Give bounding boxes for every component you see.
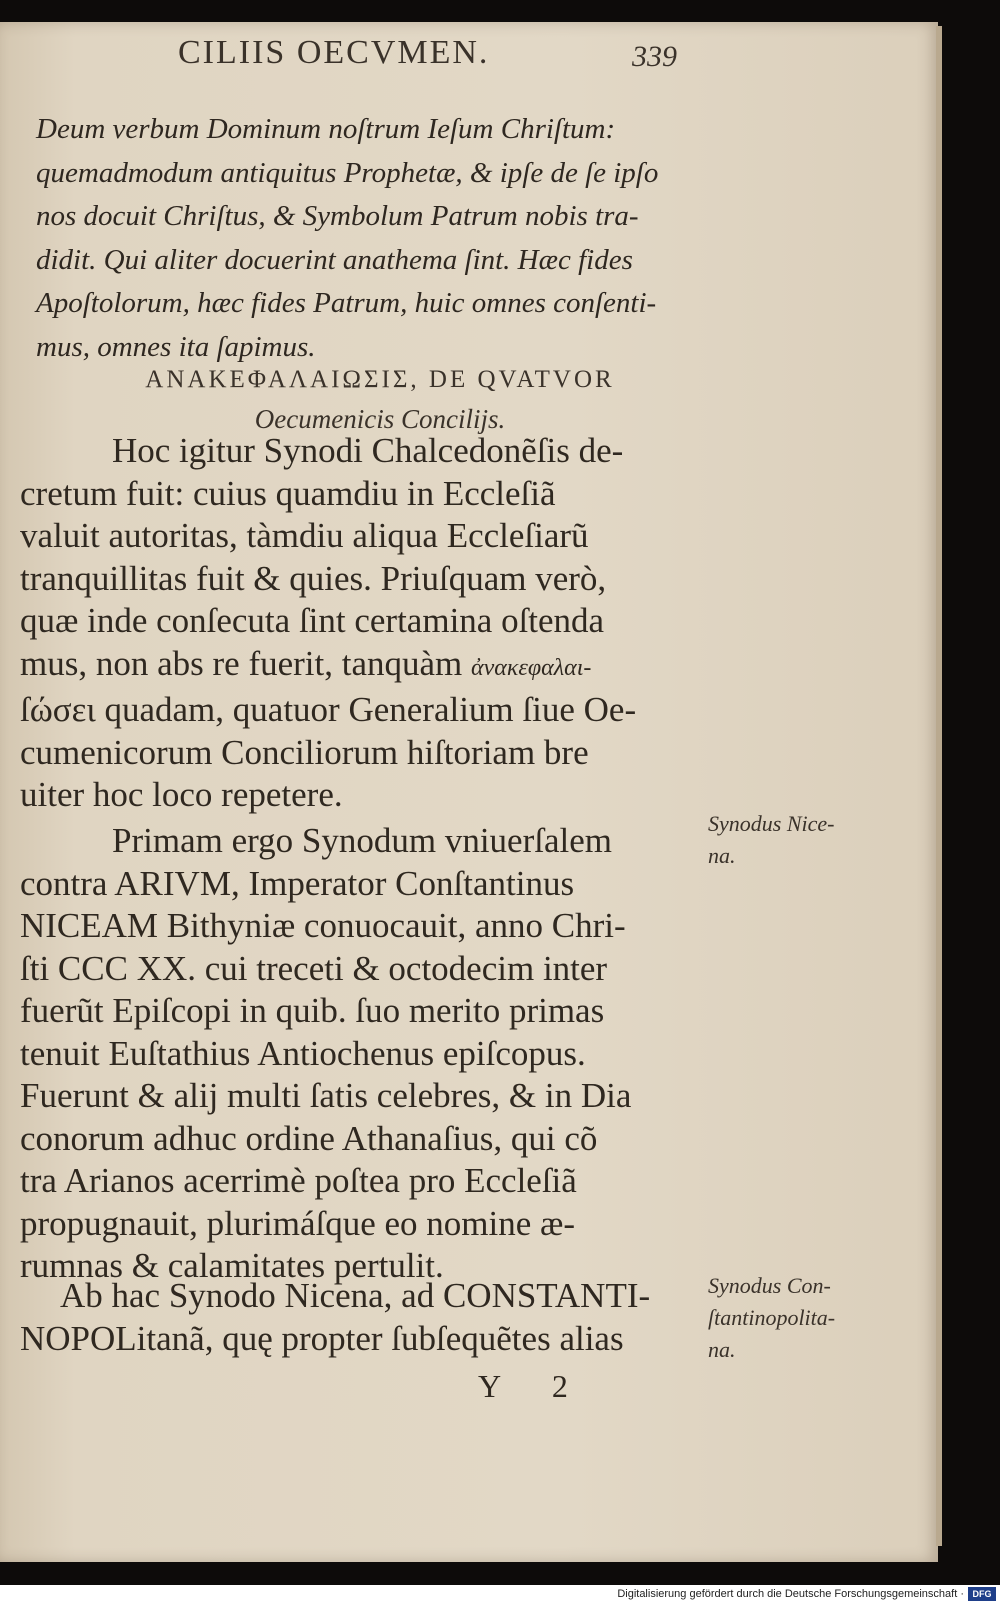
page-number: 339 [632, 40, 677, 73]
greek-word: ἀνακεφαλαι- [471, 654, 592, 681]
margin-note-nicena [708, 808, 868, 872]
text-line: ſti CCC XX. cui treceti & octodecim inter [20, 948, 608, 988]
page-edge [936, 26, 942, 1546]
text-line: ſώσει quadam, quatuor Generalium ſiue Oe- [20, 690, 637, 729]
paragraph-nicena [20, 820, 720, 1288]
section-heading: ΑΝΑΚΕΦΑΛΑΙΩΣΙΣ, DE QVATVOR [145, 366, 615, 393]
text-line: Primam ergo Synodum vniuerſalem [112, 821, 612, 860]
text-line: tenuit Euſtathius Antiochenus epiſcopus. [20, 1033, 586, 1073]
italic-passage [36, 108, 726, 369]
italic-line: nos docuit Chriſtus, & Symbolum Patrum nobis tra- [36, 200, 639, 232]
text-line [20, 643, 720, 690]
text-line: Ab hac Synodo Nicena, ad CONSTANTI- [60, 1276, 651, 1315]
text-line: uiter hoc loco repetere. [20, 775, 343, 814]
text-line: contra ARIVM, Imperator Conſtantinus [20, 863, 575, 903]
text-line: cumenicorum Conciliorum hiſtoriam bre [20, 732, 589, 772]
italic-line: Apoſtolorum, hæc fides Patrum, huic omnes conſenti- [36, 287, 657, 319]
italic-line: quemadmodum antiquitus Prophetæ, & ipſe de ſe ipſo [36, 156, 659, 189]
text-line: fuerũt Epiſcopi in quib. ſuo merito primas [20, 991, 605, 1030]
funding-credit: Digitalisierung gefördert durch die Deutsche Forschungsgemeinschaft · [617, 1588, 964, 1600]
text-line-part: mus, non abs re fuerit, tanquàm [20, 643, 463, 683]
text-line: valuit autoritas, tàmdiu aliqua Eccleſiarũ [20, 516, 589, 555]
italic-line: mus, omnes ita ſapimus. [36, 330, 316, 363]
text-line: Hoc igitur Synodi Chalcedonẽſis de- [112, 431, 624, 470]
signature-mark: Y 2 [478, 1368, 590, 1404]
text-line: NICEAM Bithyniæ conuocauit, anno Chri- [20, 906, 626, 945]
margin-note-line: Synodus Nice- [708, 811, 835, 836]
italic-line: Deum verbum Dominum noſtrum Ieſum Chriſtum: [36, 113, 616, 145]
section-subheading: Oecumenicis Concilijs. [254, 404, 506, 434]
margin-note-line: na. [708, 1337, 736, 1362]
margin-note-line: ſtantinopolita- [708, 1305, 836, 1330]
text-line: Fuerunt & alij multi ſatis celebres, & in Dia [20, 1076, 632, 1115]
margin-note-line: Synodus Con- [708, 1273, 831, 1298]
text-line: tranquillitas fuit & quies. Priuſquam verò, [20, 558, 607, 598]
text-line: cretum fuit: cuius quamdiu in Eccleſiã [20, 473, 556, 513]
text-line: conorum adhuc ordine Athanaſius, qui cõ [20, 1118, 598, 1158]
margin-note-constantinopolitana [708, 1270, 868, 1366]
margin-note-line: na. [708, 843, 736, 868]
text-line: propugnauit, plurimáſque eo nomine æ- [20, 1203, 576, 1243]
paragraph-chalcedon [20, 430, 720, 817]
text-line: quæ inde conſecuta ſint certamina oſtenda [20, 601, 605, 640]
paragraph-constantinopolitana [20, 1275, 720, 1360]
text-line: NOPOLitanã, quę propter ſubſequẽtes alias [20, 1318, 624, 1358]
text-line: tra Arianos acerrimè poſtea pro Eccleſiã [20, 1161, 577, 1200]
running-title: CILIIS OECVMEN. [178, 34, 490, 71]
text-line: rumnas & calamitates pertulit. [20, 1246, 444, 1285]
italic-line: didit. Qui aliter docuerint anathema ſint. Hæc fides [36, 243, 633, 276]
dfg-logo: DFG [968, 1587, 996, 1601]
